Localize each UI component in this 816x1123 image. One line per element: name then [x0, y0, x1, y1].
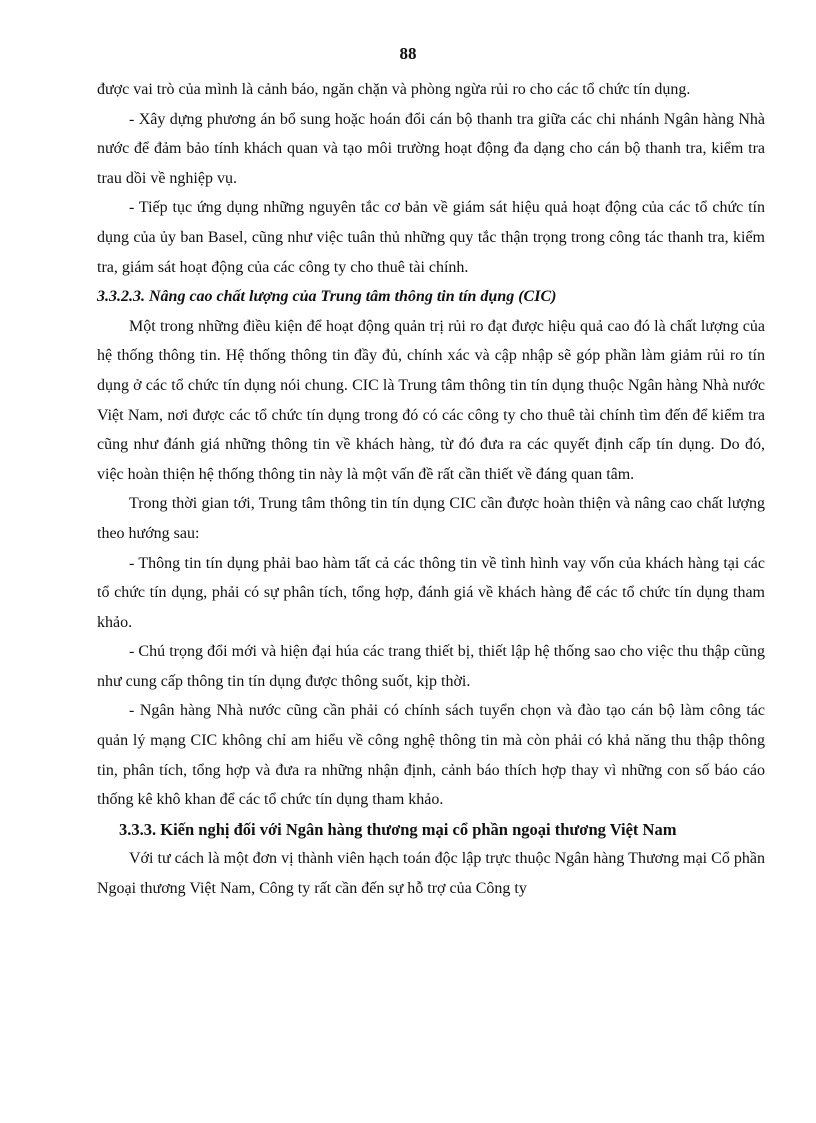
document-body [97, 75, 765, 904]
section-heading-vietcombank: 3.3.3. Kiến nghị đối với Ngân hàng thương mại cổ phần ngoại thương Việt Nam [119, 819, 677, 839]
paragraph-bullet-credit-info: - Thông tin tín dụng phải bao hàm tất cả các thông tin về tình hình vay vốn của khách hàng tại các tổ chức tín dụng, phải có sự phân tích, tổng hợp, đánh giá về khách hàng để các tổ chức tín dụng tham khảo. [97, 554, 765, 631]
paragraph-bullet-staff: - Ngân hàng Nhà nước cũng cần phải có chính sách tuyển chọn và đào tạo cán bộ làm công tác quản lý mạng CIC không chỉ am hiểu về công nghệ thông tin mà còn phải có khả năng thu thập thông tin, phân tích, tổng hợp và đưa ra những nhận định, cảnh báo thích hợp thay vì những con số báo cáo thống kê khô khan để các tổ chức tín dụng tham khảo. [97, 702, 765, 809]
paragraph-vietcombank-intro: Với tư cách là một đơn vị thành viên hạch toán độc lập trực thuộc Ngân hàng Thương mại Cổ phần Ngoại thương Việt Nam, Công ty rất cần đến sự hỗ trợ của Công ty [97, 850, 765, 898]
paragraph-cic-direction: Trong thời gian tới, Trung tâm thông tin tín dụng CIC cần được hoàn thiện và nâng cao chất lượng theo hướng sau: [97, 495, 765, 542]
paragraph-bullet-equipment: - Chú trọng đổi mới và hiện đại húa các trang thiết bị, thiết lập hệ thống sao cho việc thu thập cũng như cung cấp thông tin tín dụng được thông suốt, kịp thời. [97, 643, 765, 690]
paragraph-bullet-basel: - Tiếp tục ứng dụng những nguyên tắc cơ bản về giám sát hiệu quả hoạt động của các tổ chức tín dụng của ủy ban Basel, cũng như việc tuân thủ những quy tắc thận trọng trong công tác thanh tra, kiểm tra, giám sát hoạt động của các công ty cho thuê tài chính. [97, 199, 765, 276]
section-heading-cic: 3.3.2.3. Nâng cao chất lượng của Trung tâm thông tin tín dụng (CIC) [97, 288, 557, 306]
paragraph-continuation: được vai trò của mình là cảnh báo, ngăn chặn và phòng ngừa rủi ro cho các tổ chức tín dụng. [97, 81, 691, 98]
paragraph-bullet-inspectors: - Xây dựng phương án bổ sung hoặc hoán đổi cán bộ thanh tra giữa các chi nhánh Ngân hàng Nhà nước để đảm bảo tính khách quan và tạo môi trường hoạt động đa dạng cho cán bộ thanh tra, kiểm tra trau dồi về nghiệp vụ. [97, 110, 765, 187]
paragraph-cic-intro: Một trong những điều kiện để hoạt động quản trị rủi ro đạt được hiệu quả cao đó là chất lượng của hệ thống thông tin. Hệ thống thông tin đầy đủ, chính xác và cập nhập sẽ góp phần làm giảm rủi ro tín dụng ở các tổ chức tín dụng nói chung. CIC là Trung tâm thông tin tín dụng thuộc Ngân hàng Nhà nước Việt Nam, nơi được các tổ chức tín dụng trong đó có các công ty cho thuê tài chính tìm đến để kiểm tra cũng như đánh giá những thông tin về khách hàng, từ đó đưa ra các quyết định cấp tín dụng. Do đó, việc hoàn thiện hệ thống thông tin này là một vấn đề rất cần thiết về đáng quan tâm. [97, 317, 765, 483]
page-number: 88 [399, 44, 417, 63]
